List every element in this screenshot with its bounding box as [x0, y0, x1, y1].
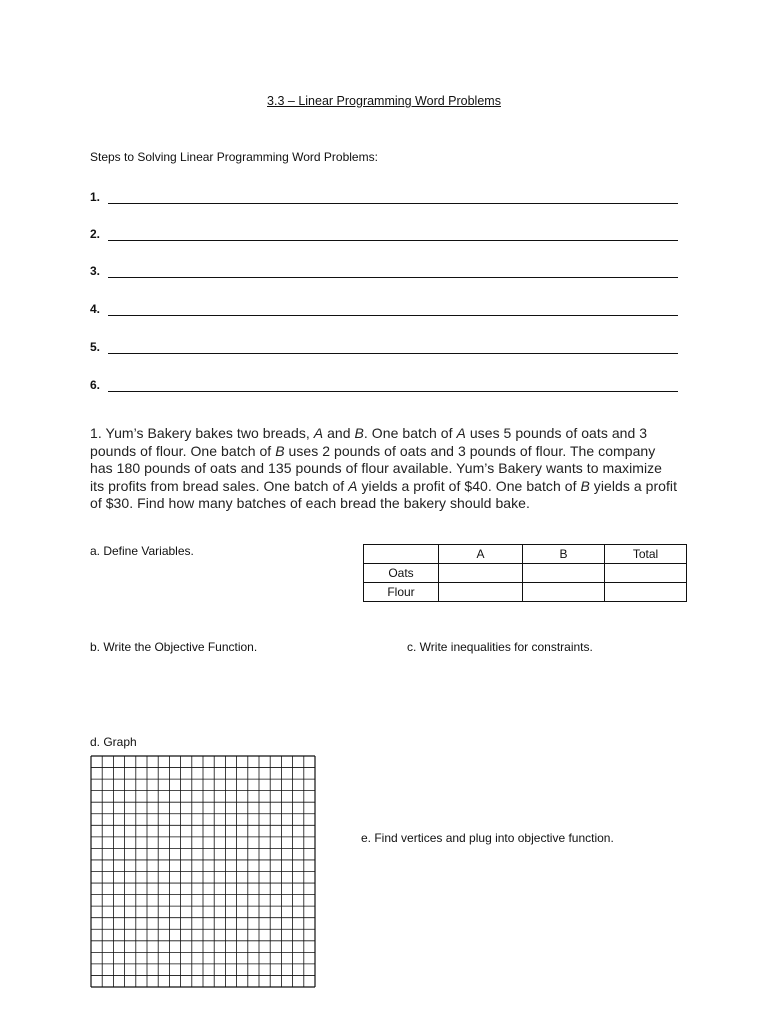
graph-grid[interactable] [90, 755, 316, 993]
row-label: Oats [364, 564, 439, 583]
problem-seg: A [313, 425, 324, 441]
step-line-1[interactable] [90, 184, 678, 204]
question-c-label: c. Write inequalities for constraints. [407, 640, 593, 654]
problem-seg: B [354, 425, 364, 441]
row-label: Flour [364, 583, 439, 602]
question-d-label: d. Graph [90, 735, 137, 749]
answer-line [108, 353, 678, 354]
problem-seg: B [580, 477, 590, 494]
problem-seg: . One batch of [363, 425, 457, 441]
answer-line [108, 277, 678, 278]
table-row [364, 583, 687, 602]
answer-line [108, 240, 678, 241]
problem-seg: and [323, 425, 355, 441]
step-number: 2. [90, 227, 101, 241]
table-header-cell: Total [605, 545, 687, 564]
step-number: 1. [90, 190, 101, 204]
problem-seg: yields a profit of $40. One batch of [357, 477, 581, 494]
step-line-3[interactable] [90, 258, 678, 278]
step-number: 4. [90, 302, 101, 316]
step-line-2[interactable] [90, 221, 678, 241]
answer-line [108, 391, 678, 392]
table-cell[interactable] [439, 583, 523, 602]
graph-paper-svg [90, 755, 316, 988]
table-cell[interactable] [523, 564, 605, 583]
step-number: 3. [90, 264, 101, 278]
problem-number: 1. [90, 425, 102, 441]
problem-seg: A [456, 425, 466, 441]
table-header-cell: B [523, 545, 605, 564]
page-title: 3.3 – Linear Programming Word Problems [267, 94, 501, 108]
answer-line [108, 203, 678, 204]
table-header-cell [364, 545, 439, 564]
problem-seg: uses 2 pounds of oats and 3 pounds of flour. The company has 180 pounds of oats and 135 pounds of flour available. Yum’s Bakery wants to maximize its profits from bread sales. One batch of [90, 442, 663, 494]
resource-table [363, 544, 687, 602]
step-line-5[interactable] [90, 334, 678, 354]
problem-seg: uses 5 pounds of oats and 3 pounds of flour. One batch of [90, 425, 648, 459]
table-cell[interactable] [523, 583, 605, 602]
problem-seg: A [348, 477, 358, 494]
table-header-row [364, 545, 687, 564]
question-a-label: a. Define Variables. [90, 544, 194, 558]
problem-seg: yields a profit of $30. Find how many batches of each bread the bakery should bake. [90, 477, 678, 511]
table-cell[interactable] [439, 564, 523, 583]
answer-line [108, 315, 678, 316]
question-b-label: b. Write the Objective Function. [90, 640, 258, 654]
table-header-cell: A [439, 545, 523, 564]
step-number: 5. [90, 340, 101, 354]
steps-heading: Steps to Solving Linear Programming Word Problems: [90, 150, 378, 164]
problem-seg: Yum’s Bakery bakes two breads, [101, 425, 314, 441]
question-e-label: e. Find vertices and plug into objective function. [361, 831, 614, 845]
step-line-4[interactable] [90, 296, 678, 316]
table-row [364, 564, 687, 583]
table-cell[interactable] [605, 583, 687, 602]
step-line-6[interactable] [90, 372, 678, 392]
step-number: 6. [90, 378, 101, 392]
word-problem [90, 425, 680, 513]
table-cell[interactable] [605, 564, 687, 583]
problem-seg: B [275, 442, 285, 459]
